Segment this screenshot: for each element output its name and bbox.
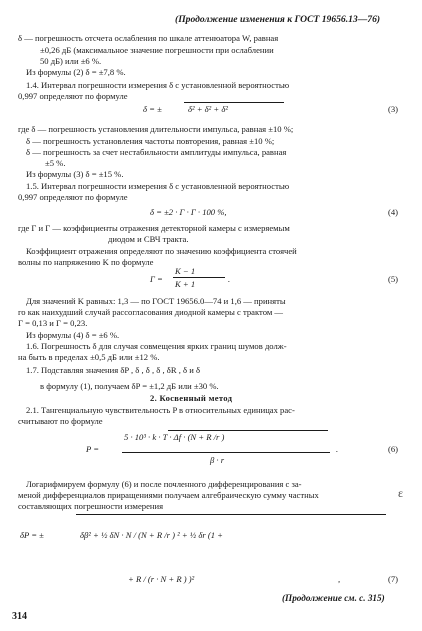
text-line: ±0,26 дБ (максимальное значение погрешности при ослаблении xyxy=(40,45,274,55)
text-line: волны по напряжению K по формуле xyxy=(18,257,154,267)
equation-3-body: δ² + δ² + δ² xyxy=(188,104,228,114)
text-line: Г = 0,13 и Г = 0,23. xyxy=(18,318,88,328)
text-line: 0,997 определяют по формуле xyxy=(18,192,128,202)
continuation-note: (Продолжение см. с. 315) xyxy=(282,593,385,603)
text-line: на быть в пределах ±0,5 дБ или ±12 %. xyxy=(18,352,160,362)
sqrt-bar xyxy=(168,430,328,431)
text-line: где Г и Г — коэффициенты отражения детекторной камеры с измеряемым xyxy=(18,223,290,233)
text-line: ±5 %. xyxy=(45,158,66,168)
equation-number: (6) xyxy=(388,444,399,454)
text-line: Логарифмируем формулу (6) и после почленного дифференцирования с за- xyxy=(26,479,302,489)
text-line: в формулу (1), получаем δP = ±1,2 дБ или ±30 %. xyxy=(40,381,219,391)
equation-number: (5) xyxy=(388,274,399,284)
equation-5-lhs: Г = xyxy=(150,274,163,284)
text-line: 2.1. Тангенциальную чувствительность P в относительных единицах рас- xyxy=(26,405,295,415)
equation-6-end: . xyxy=(336,444,339,454)
text-line: 1.6. Погрешность δ для случая совмещения ярких границ шумов долж- xyxy=(26,341,287,351)
equation-7-lhs: δP = ± xyxy=(20,530,44,540)
sqrt-bar xyxy=(76,514,386,515)
equation-5-end: . xyxy=(228,274,231,284)
fraction-bar xyxy=(122,452,330,453)
equation-3-lhs: δ = ± xyxy=(143,104,162,114)
equation-6-numerator: 5 · 10³ · k · T · Δf · (N + R /r ) xyxy=(124,432,225,442)
text-line: Для значений K равных: 1,3 — по ГОСТ 19656.0—74 и 1,6 — приняты xyxy=(26,296,286,306)
text-line: δ — погрешность за счет нестабильности амплитуды импульса, равная xyxy=(26,147,287,157)
text-line: считывают по формуле xyxy=(18,416,103,426)
text-line: 1.4. Интервал погрешности измерения δ с установленной вероятностью xyxy=(26,80,290,90)
margin-mark: ε xyxy=(398,486,404,500)
equation-number: (7) xyxy=(388,574,399,584)
equation-7-body: δβ² + ½ δN · N / (N + R /r ) ² + ½ δr (1 + xyxy=(80,530,223,540)
equation-5-denominator: K + 1 xyxy=(175,279,196,289)
text-line: δ — погрешность отсчета ослабления по шкале аттенюатора W, равная xyxy=(18,33,279,43)
text-line: 0,997 определяют по формуле xyxy=(18,91,128,101)
equation-number: (4) xyxy=(388,207,399,217)
sqrt-bar xyxy=(184,102,284,103)
text-line: го как наихудший случай рассогласования диодной камеры с трактом — xyxy=(18,307,284,317)
equation-7-continuation: + R / (r · N + R ) )² xyxy=(128,574,195,584)
equation-number: (3) xyxy=(388,104,399,114)
text-line: где δ — погрешность установления длительности импульса, равная ±10 %; xyxy=(18,124,294,134)
text-line: 1.5. Интервал погрешности измерения δ с установленной вероятностью xyxy=(26,181,290,191)
equation-4: δ = ±2 · Г · Г · 100 %, xyxy=(150,207,227,217)
text-line: диодом и СВЧ тракта. xyxy=(108,234,189,244)
running-header: (Продолжение изменения к ГОСТ 19656.13—76) xyxy=(175,14,381,25)
text-line: меной дифференциалов приращениями получаем алгебраическую сумму частных xyxy=(18,490,319,500)
section-heading: 2. Косвенный метод xyxy=(150,393,233,403)
text-line: δ — погрешность установления частоты повторения, равная ±10 %; xyxy=(26,136,275,146)
text-line: Из формулы (4) δ = ±6 %. xyxy=(26,330,120,340)
text-line: 50 дБ) или ±6 %. xyxy=(40,56,102,66)
page-number: 314 xyxy=(12,611,27,622)
text-line: Из формулы (3) δ = ±15 %. xyxy=(26,169,124,179)
text-line: составляющих погрешности измерения xyxy=(18,501,164,511)
text-line: 1.7. Подставляя значения δP , δ , δ , δ , δR , δ и δ xyxy=(26,365,201,375)
equation-6-lhs: P = xyxy=(86,444,100,454)
equation-7-end: , xyxy=(338,574,341,584)
text-line: Из формулы (2) δ = ±7,8 %. xyxy=(26,67,126,77)
text-line: Коэффициент отражения определяют по значению коэффициента стоячей xyxy=(26,246,297,256)
fraction-bar xyxy=(173,277,225,278)
equation-6-denominator: β · r xyxy=(210,455,225,465)
equation-5-numerator: K − 1 xyxy=(175,266,196,276)
